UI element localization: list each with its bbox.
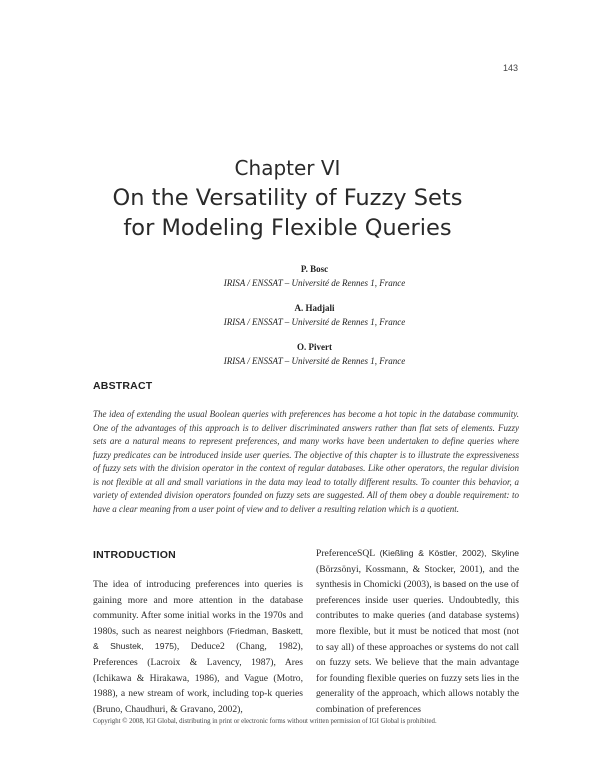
copyright-notice: Copyright © 2008, IGI Global, distributing in print or electronic forms without written permission of IGI Global is prohibited. xyxy=(93,718,437,725)
body-text: The idea of introducing preferences into queries is gaining more and more attention in the database community. After some initial works in the 1970s and 1980s, such as nearest neighbors xyxy=(93,579,303,637)
body-text: , Deduce2 (Chang, 1982), Preferences (Lacroix & Lavency, 1987), Ares (Ichikawa & Hirakawa, 1986), and Vague (Motro, 1988), a new stream of work, including top-k queries (Bruno, Chaudhuri, & Gravano, 2002), xyxy=(93,641,304,715)
body-text: of preferences inside user queries. Undoubtedly, this contributes to make queries (and database systems) more flexible, but it must be noticed that most (not to say all) of these approaches or systems do not call on fuzzy sets. We believe that the main advantage for founding flexible queries on fuzzy sets lies in the generality of the approach, which allows notably the combination of preferences xyxy=(316,579,519,715)
chapter-title-line2: for Modeling Flexible Queries xyxy=(123,215,452,241)
author-name: P. Bosc xyxy=(300,264,329,274)
abstract-heading: ABSTRACT xyxy=(93,380,153,392)
citation: (Kießling & Köstler, 2002), Skyline xyxy=(379,548,519,558)
body-text: PreferenceSQL xyxy=(316,548,380,559)
citation: (Friedman, Baskett, & Shustek, 1975) xyxy=(93,625,303,652)
author-list xyxy=(120,262,509,379)
abstract-text: The idea of extending the usual Boolean queries with preferences has become a hot topic in the database community. One of the advantages of this approach is to deliver discriminated answers rather than flat sets of elements. Fuzzy sets are a natural means to represent preferences, and many works have been undertaken to define queries where fuzzy predicates can be introduced inside user queries. The objective of this chapter is to illustrate the expressiveness of fuzzy sets with the division operator in the context of regular databases. Like other operators, the regular division is not flexible at all and small variations in the data may lead to totally different results. To counter this behavior, a variety of extended division operators founded on fuzzy sets are suggested. All of them obey a double requirement: to have a clear meaning from a user point of view and to deliver a resulting relation which is a quotient. xyxy=(93,409,519,514)
chapter-title xyxy=(60,183,515,243)
author-block xyxy=(120,340,509,368)
chapter-title-line1: On the Versatility of Fuzzy Sets xyxy=(112,185,463,211)
citation: is based on the use xyxy=(434,579,509,590)
author-name: A. Hadjali xyxy=(294,303,335,313)
body-column-left xyxy=(93,577,303,717)
chapter-label: Chapter VI xyxy=(234,156,341,180)
author-name: O. Pivert xyxy=(297,342,332,352)
body-column-right xyxy=(316,546,519,718)
author-block xyxy=(120,301,509,329)
author-affiliation: IRISA / ENSSAT – Université de Rennes 1, France xyxy=(223,278,406,288)
chapter-heading xyxy=(60,155,515,243)
author-block xyxy=(120,262,509,290)
page-number: 143 xyxy=(502,63,518,73)
author-affiliation: IRISA / ENSSAT – Université de Rennes 1, France xyxy=(223,356,406,366)
paragraph xyxy=(316,546,519,718)
introduction-heading: INTRODUCTION xyxy=(93,549,176,561)
author-affiliation: IRISA / ENSSAT – Université de Rennes 1, France xyxy=(223,317,406,327)
paragraph xyxy=(93,577,303,717)
body-text: (Börzsönyi, Kossmann, & Stocker, 2001), and the synthesis in Chomicki (2003), xyxy=(316,563,519,591)
